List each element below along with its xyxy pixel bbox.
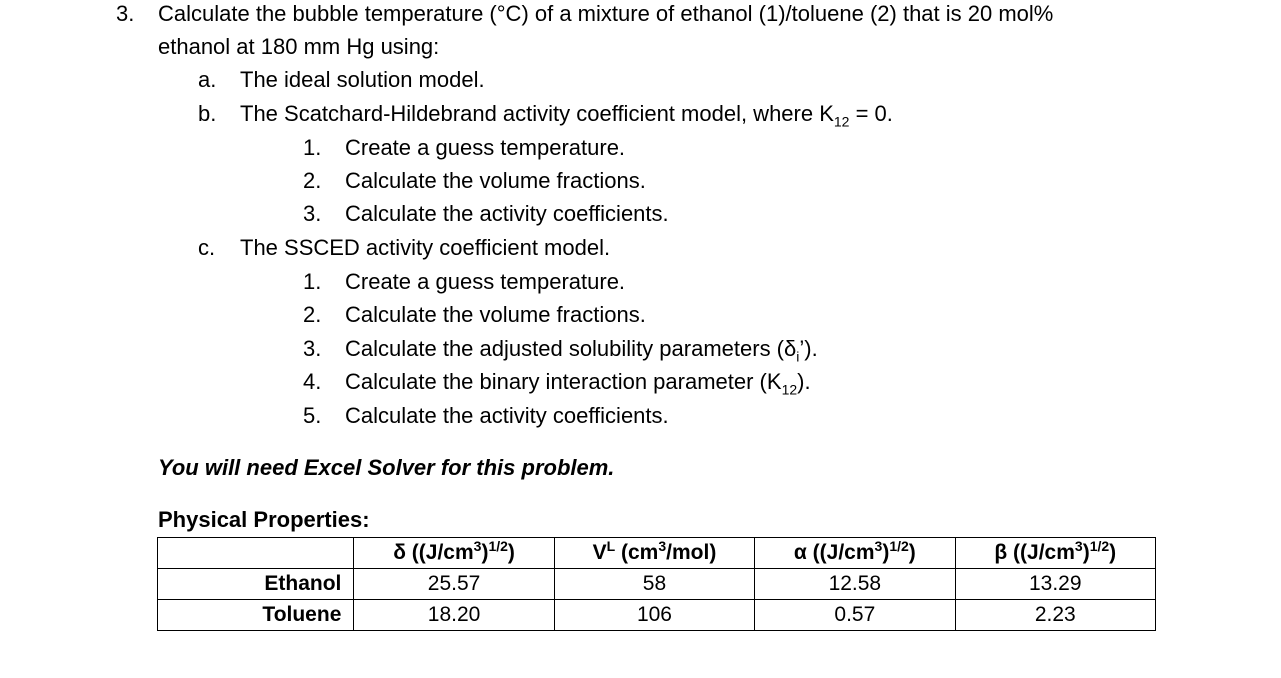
cell-ethanol-beta: 13.29 bbox=[955, 569, 1155, 600]
cell-ethanol-delta: 25.57 bbox=[354, 569, 554, 600]
problem-statement-line1: Calculate the bubble temperature (°C) of a mixture of ethanol (1)/toluene (2) that is 20 mol% bbox=[158, 1, 1054, 26]
part-b-text: The Scatchard-Hildebrand activity coefficient model, where $K_{12} = 0$. bbox=[240, 101, 893, 130]
part-b-step-3-text: Calculate the activity coefficients. bbox=[345, 201, 669, 226]
part-b-step-2-text: Calculate the volume fractions. bbox=[345, 168, 646, 193]
cell-ethanol-volume: 58 bbox=[554, 569, 754, 600]
part-c-step-2-marker: 2. bbox=[303, 302, 322, 327]
header-molar-volume: $V^L$ $(cm^3/mol)$ bbox=[554, 538, 754, 569]
part-c-step-1-text: Create a guess temperature. bbox=[345, 269, 626, 294]
solver-note: You will need Excel Solver for this problem. bbox=[158, 455, 615, 480]
part-c-step-3-marker: 3. bbox=[303, 336, 322, 361]
problem-number: 3. bbox=[116, 1, 135, 26]
part-c-step-4-marker: 4. bbox=[303, 369, 322, 394]
cell-toluene-beta: 2.23 bbox=[955, 600, 1155, 631]
cell-ethanol-alpha: 12.58 bbox=[755, 569, 955, 600]
problem-statement-line2: ethanol at 180 mm Hg using: bbox=[158, 34, 440, 59]
header-empty-cell bbox=[158, 538, 354, 569]
header-alpha: α $((J/cm^3)^{1/2})$ bbox=[755, 538, 955, 569]
part-b-step-1-marker: 1. bbox=[303, 135, 322, 160]
table-header-row bbox=[158, 538, 1156, 569]
row-label-ethanol: Ethanol bbox=[158, 569, 354, 600]
header-delta: δ $((J/cm^3)^{1/2})$ bbox=[354, 538, 554, 569]
table-row bbox=[158, 600, 1156, 631]
part-a-text: The ideal solution model. bbox=[240, 67, 485, 92]
part-c-text: The SSCED activity coefficient model. bbox=[240, 235, 611, 260]
part-c-step-4-text: Calculate the binary interaction parameter $(K_{12})$. bbox=[345, 369, 811, 398]
part-b-marker: b. bbox=[198, 101, 217, 126]
cell-toluene-volume: 106 bbox=[554, 600, 754, 631]
part-c-step-5-marker: 5. bbox=[303, 403, 322, 428]
part-c-step-2-text: Calculate the volume fractions. bbox=[345, 302, 646, 327]
table-row bbox=[158, 569, 1156, 600]
part-b-step-3-marker: 3. bbox=[303, 201, 322, 226]
part-a-marker: a. bbox=[198, 67, 217, 92]
header-beta: β $((J/cm^3)^{1/2})$ bbox=[955, 538, 1155, 569]
part-c-step-3-text: Calculate the adjusted solubility parameters $(\delta_i’)$. bbox=[345, 336, 818, 365]
cell-toluene-alpha: 0.57 bbox=[755, 600, 955, 631]
table-caption: Physical Properties: bbox=[158, 507, 370, 532]
part-c-step-1-marker: 1. bbox=[303, 269, 322, 294]
part-c-marker: c. bbox=[198, 235, 216, 260]
part-b-step-1-text: Create a guess temperature. bbox=[345, 135, 626, 160]
cell-toluene-delta: 18.20 bbox=[354, 600, 554, 631]
part-c-step-5-text: Calculate the activity coefficients. bbox=[345, 403, 669, 428]
part-b-step-2-marker: 2. bbox=[303, 168, 322, 193]
row-label-toluene: Toluene bbox=[158, 600, 354, 631]
physical-properties-table bbox=[157, 537, 1156, 631]
